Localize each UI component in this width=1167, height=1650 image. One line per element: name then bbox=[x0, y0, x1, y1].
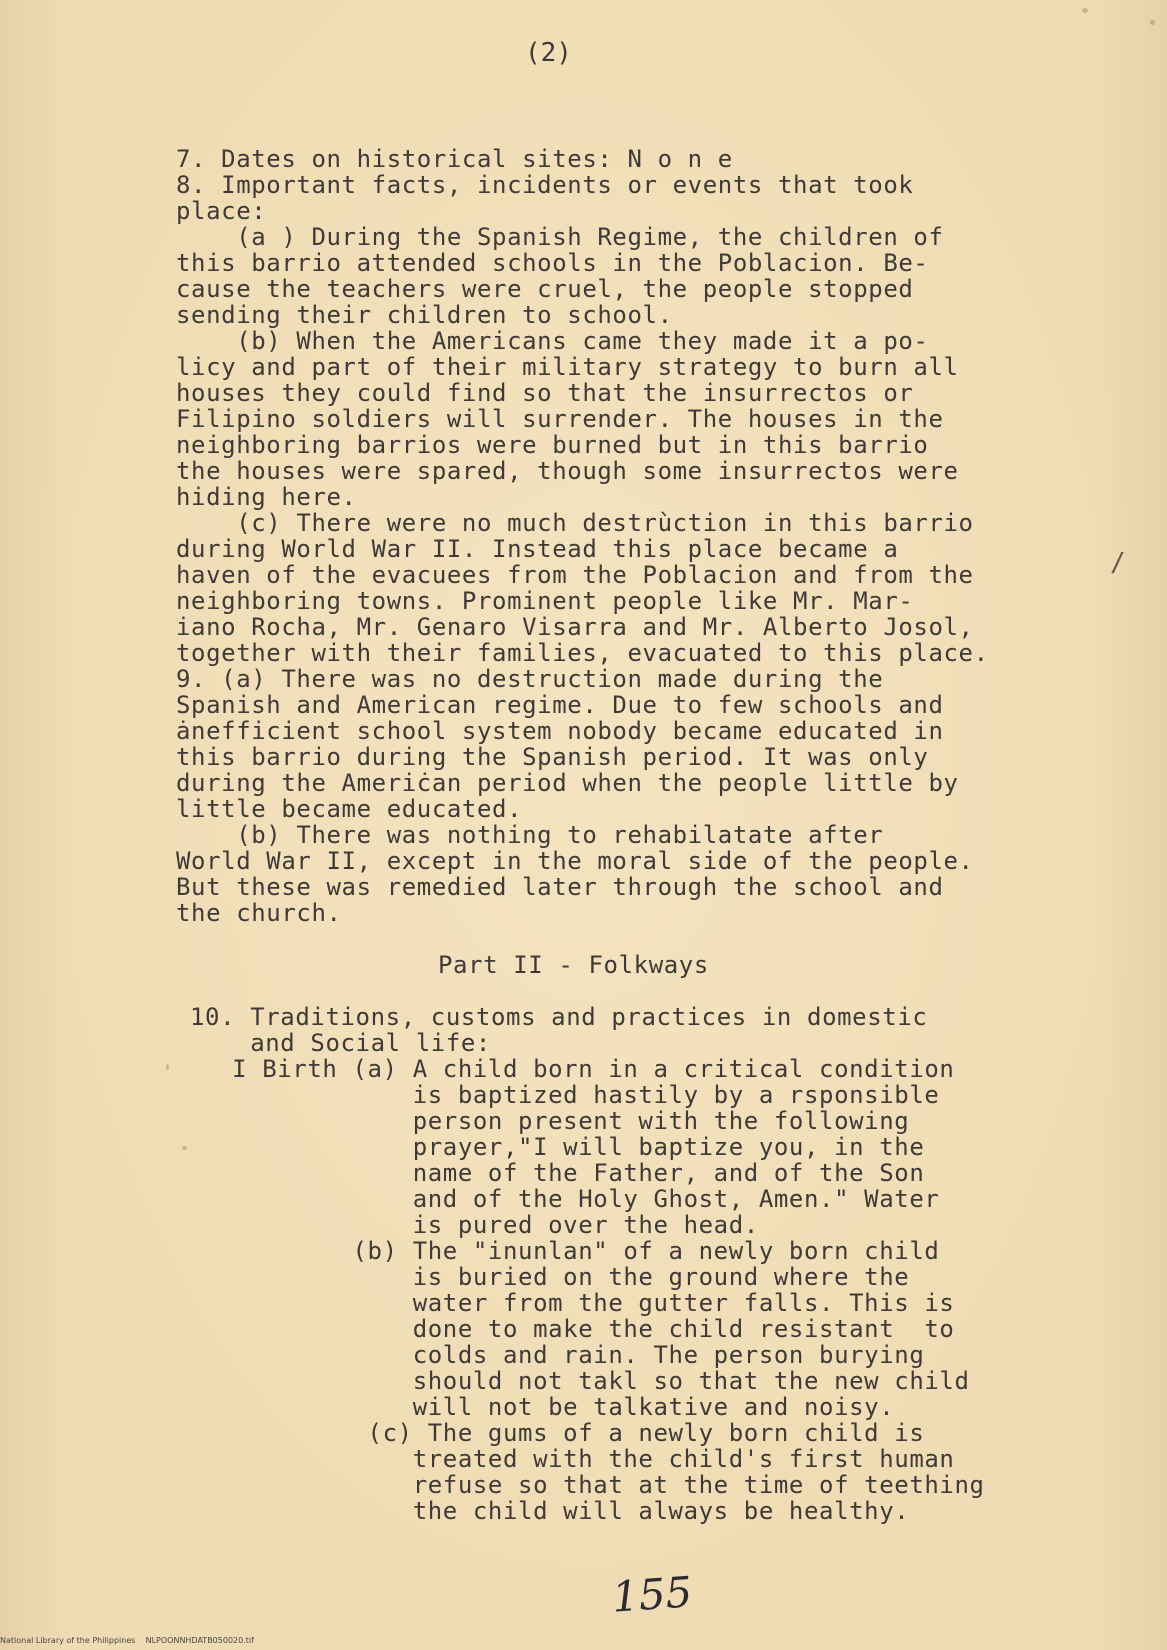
text-line: should not takl so that the new child bbox=[202, 1367, 970, 1395]
text-line: neighboring barrios were burned but in this barrio bbox=[176, 431, 929, 459]
text-line: sending their children to school. bbox=[176, 301, 673, 329]
text-line: iano Rocha, Mr. Genaro Visarra and Mr. Alberto Josol, bbox=[176, 613, 974, 641]
text-line: this barrio during the Spanish period. It was only bbox=[176, 743, 929, 771]
text-line: (b) When the Americans came they made it a po- bbox=[176, 327, 929, 355]
text-line: prayer,"I will baptize you, in the bbox=[202, 1133, 925, 1161]
page-number: (2) bbox=[525, 38, 572, 68]
text-line: (c) There were no much destrùction in this barrio bbox=[176, 509, 974, 537]
text-line: 9. (a) There was no destruction made during the bbox=[176, 665, 884, 693]
text-line: World War II, except in the moral side of the people. bbox=[176, 847, 974, 875]
text-line: water from the gutter falls. This is bbox=[202, 1289, 955, 1317]
text-line: will not be talkative and noisy. bbox=[202, 1393, 895, 1421]
section-heading: Part II - Folkways bbox=[438, 951, 709, 979]
text-line: done to make the child resistant to bbox=[202, 1315, 955, 1343]
handwritten-page-number: 155 bbox=[610, 1567, 694, 1622]
text-line: place: bbox=[176, 197, 267, 225]
text-line: is pured over the head. bbox=[202, 1211, 759, 1239]
text-line: (b) There was nothing to rehabilatate after bbox=[176, 821, 884, 849]
text-line: person present with the following bbox=[202, 1107, 910, 1135]
text-line: this barrio attended schools in the Poblacion. Be- bbox=[176, 249, 929, 277]
text-line: during World War II. Instead this place became a bbox=[176, 535, 899, 563]
text-line: is baptized hastily by a rsponsible bbox=[202, 1081, 940, 1109]
text-line: 10. Traditions, customs and practices in domestic bbox=[190, 1003, 928, 1031]
paper-spot bbox=[182, 1146, 187, 1150]
text-line: little became educated. bbox=[176, 795, 523, 823]
text-line: colds and rain. The person burying bbox=[202, 1341, 925, 1369]
text-line: together with their families, evacuated to this place. bbox=[176, 639, 989, 667]
text-line: Filipino soldiers will surrender. The houses in the bbox=[176, 405, 944, 433]
text-line: 8. Important facts, incidents or events that took bbox=[176, 171, 914, 199]
text-line: 7. Dates on historical sites: N o n e bbox=[176, 145, 733, 173]
text-line: But these was remedied later through the school and bbox=[176, 873, 944, 901]
text-line: name of the Father, and of the Son bbox=[202, 1159, 925, 1187]
text-line: haven of the evacuees from the Poblacion and from the bbox=[176, 561, 974, 589]
text-line: Spanish and American regime. Due to few schools and bbox=[176, 691, 944, 719]
text-line: the child will always be healthy. bbox=[202, 1497, 910, 1525]
text-line: houses they could find so that the insurrectos or bbox=[176, 379, 914, 407]
text-line: (c) The gums of a newly born child is bbox=[202, 1419, 925, 1447]
paper-spot bbox=[1082, 8, 1088, 13]
archive-footer: National Library of the Philippines NLPOONNHDATB050020.tif bbox=[0, 1636, 254, 1645]
text-line: treated with the child's first human bbox=[202, 1445, 955, 1473]
text-line: ȧnefficient school system nobody became educated in bbox=[176, 717, 944, 745]
text-line: (b) The "inunlan" of a newly born child bbox=[202, 1237, 940, 1265]
paper-spot bbox=[1150, 20, 1155, 25]
text-line: I Birth (a) A child born in a critical condition bbox=[202, 1055, 955, 1083]
text-line: licy and part of their military strategy to burn all bbox=[176, 353, 959, 381]
text-line: is buried on the ground where the bbox=[202, 1263, 910, 1291]
text-line: hiding here. bbox=[176, 483, 357, 511]
text-line: the houses were spared, though some insurrectos were bbox=[176, 457, 959, 485]
text-line: refuse so that at the time of teething bbox=[202, 1471, 985, 1499]
text-line: neighboring towns. Prominent people like Mr. Mar- bbox=[176, 587, 914, 615]
text-line: the church. bbox=[176, 899, 342, 927]
text-line: (a ) During the Spanish Regime, the children of bbox=[176, 223, 944, 251]
margin-pencil-mark: / bbox=[1110, 548, 1126, 578]
text-line: and Social life: bbox=[190, 1029, 491, 1057]
text-line: cause the teachers were cruel, the people stopped bbox=[176, 275, 914, 303]
paper-spot bbox=[166, 1064, 169, 1070]
text-line: and of the Holy Ghost, Amen." Water bbox=[202, 1185, 940, 1213]
text-line: during the Ameriċan period when the people little by bbox=[176, 769, 959, 797]
